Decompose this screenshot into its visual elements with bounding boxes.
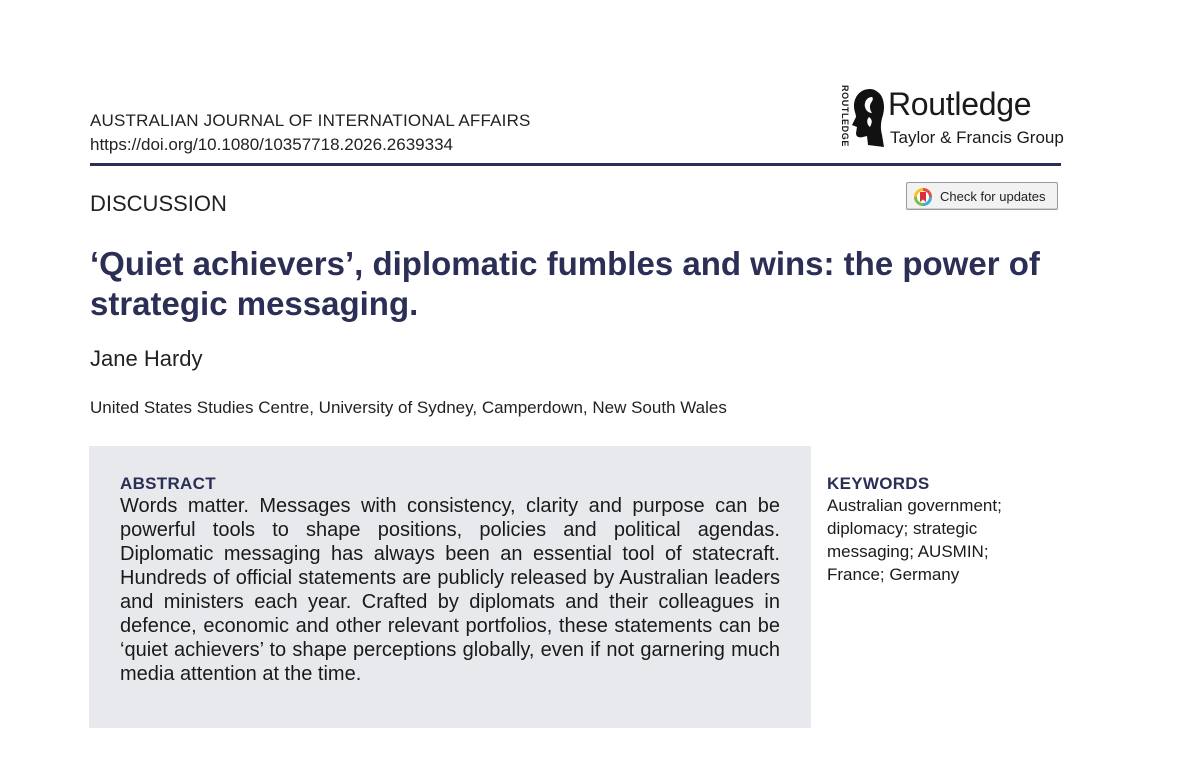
header-rule	[90, 163, 1061, 166]
publisher-name: Routledge	[888, 86, 1032, 122]
keywords-text: Australian government; diplomacy; strategic messaging; AUSMIN; France; Germany	[827, 496, 1002, 584]
publisher-logo[interactable]	[836, 86, 1066, 152]
check-for-updates-label: Check for updates	[940, 189, 1046, 204]
routledge-head-logo-icon	[850, 87, 886, 151]
publisher-group: Taylor & Francis Group	[890, 128, 1064, 147]
crossmark-icon	[913, 187, 933, 207]
article-author[interactable]: Jane Hardy	[90, 346, 203, 371]
article-section-label: DISCUSSION	[90, 191, 227, 216]
publisher-vertical-label: ROUTLEDGE	[840, 85, 850, 147]
abstract-heading: ABSTRACT	[120, 474, 216, 493]
journal-name: AUSTRALIAN JOURNAL OF INTERNATIONAL AFFAIRS	[90, 111, 531, 130]
check-for-updates-button[interactable]	[906, 182, 1058, 210]
keywords-heading: KEYWORDS	[827, 474, 930, 493]
abstract-box	[89, 446, 811, 728]
author-affiliation: United States Studies Centre, University of Sydney, Camperdown, New South Wales	[90, 398, 727, 417]
article-title: ‘Quiet achievers’, diplomatic fumbles and wins: the power of strategic messaging.	[90, 245, 1040, 322]
doi-link[interactable]: https://doi.org/10.1080/10357718.2026.2639334	[90, 135, 453, 154]
abstract-text: Words matter. Messages with consistency, clarity and purpose can be powerful tools to shape positions, policies and political agendas. Diplomatic messaging has always been an essential tool of statecraft. Hundreds of official statements are publicly released by Australian leaders and ministers each year. Crafted by diplomats and their colleagues in defence, economic and other relevant portfolios, these statements can be ‘quiet achievers’ to shape perceptions globally, even if not garnering much media attention at the time.	[120, 495, 780, 685]
